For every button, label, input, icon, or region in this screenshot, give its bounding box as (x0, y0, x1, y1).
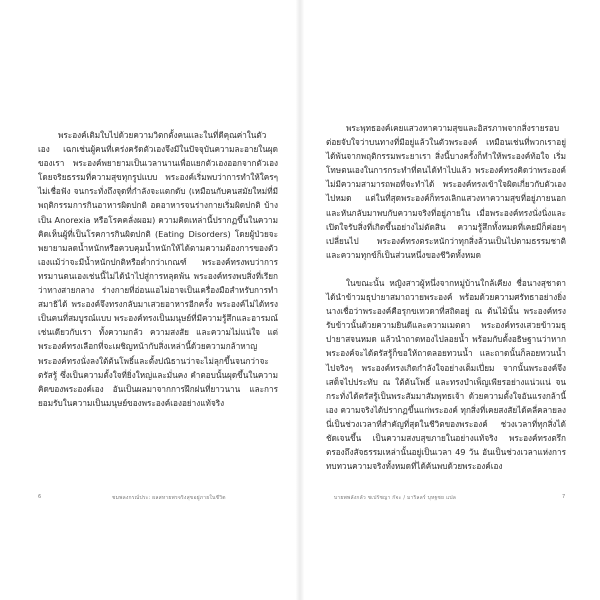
right-page (304, 0, 600, 600)
left-paragraph-1: พระองค์เติมใบไปด้วยความวิตกตั้งคนและในที่ดีคุณค่าในตัวเอง เฉกเช่นผู้คนที่เคร่งครัดตัวเองจึงมีในปัจจุบันความละอายในผุดของเรา พระองค์พยายามเป็นเวลานานเพื่อแยกตัวเองออกจากตัวเองโดยจริยธรรมที่ความสุขทุกรูปแบบ พระองค์เริ่มพบว่าการทำให้ใครๆไม่เชื่อฟัง จนกระทั่งถึงจุดที่กำลังจะแตกดับ (เหมือนกับคนสมัยใหม่ที่มีพฤติกรรมการกินอาหารผิดปกติ อดอาหารจนร่างกายเริ่มผิดปกติ บ้างเป็น Anorexia หรือโรคคลั่งผอม) ความคิดเหล่านี้ปรากฏขึ้นในความคิดเห็นผู้ที่เป็นโรคการกินผิดปกติ (Eating Disorders) โดยผู้ป่วยจะพยายามลดน้ำหนักหรือควบคุมน้ำหนักให้ได้ตามความต้องการของตัวเองแม้ว่าจะมีน้ำหนักปกติหรือต่ำกว่าเกณฑ์ พระองค์ทรงพบว่าการทรมานตนเองเช่นนี้ไม่ได้นำไปสู่การหลุดพ้น พระองค์ทรงพบสิ่งที่เรียกว่าทางสายกลาง ร่างกายที่อ่อนแอไม่อาจเป็นเครื่องมือสำหรับการทำสมาธิได้ พระองค์จึงทรงกลับมาเสวยอาหารอีกครั้ง พระองค์ไม่ได้ทรงเป็นคนที่สมบูรณ์แบบ พระองค์ทรงเป็นมนุษย์ที่มีความรู้สึกและอารมณ์เช่นเดียวกับเรา ทั้งความกลัว ความสงสัย และความไม่แน่ใจ แต่พระองค์ทรงเลือกที่จะเผชิญหน้ากับสิ่งเหล่านี้ด้วยความกล้าหาญ พระองค์ทรงนั่งลงใต้ต้นโพธิ์และตั้งปณิธานว่าจะไม่ลุกขึ้นจนกว่าจะตรัสรู้ ซึ่งเป็นความตั้งใจที่ยิ่งใหญ่และมั่นคง คำตอบนั้นผุดขึ้นในความคิดของพระองค์เอง อันเป็นผลมาจากการฝึกฝนที่ยาวนาน และการยอมรับในความเป็นมนุษย์ของพระองค์เองอย่างแท้จริง (38, 130, 278, 408)
right-page-number: 7 (562, 494, 566, 500)
left-page-number: 6 (38, 494, 42, 500)
book-gutter (296, 0, 304, 600)
left-page (0, 0, 296, 600)
right-running-footer: บายพพลังกลัว ชเปรัชญา กัจะ / มาริลลร์ บุหฐชย แปล (334, 495, 457, 501)
right-paragraph-2: ในขณะนั้น หญิงสาวผู้หนึ่งจากหมู่บ้านใกล้เคียง ชื่อนางสุชาดา ได้นำข้าวมธุปายาสมาถวายพระองค์ พร้อมด้วยความศรัทธาอย่างยิ่ง นางเชื่อว่าพระองค์คือรุกขเทวดาที่สถิตอยู่ ณ ต้นไม้นั้น พระองค์ทรงรับข้าวนั้นด้วยความยินดีและความเมตตา พระองค์ทรงเสวยข้าวมธุปายาสจนหมด แล้วนำถาดทองไปลอยน้ำ พร้อมกับตั้งอธิษฐานว่าหากพระองค์จะได้ตรัสรู้ก็ขอให้ถาดลอยทวนน้ำ และถาดนั้นก็ลอยทวนน้ำไปจริงๆ พระองค์ทรงเกิดกำลังใจอย่างเต็มเปี่ยม จากนั้นพระองค์จึงเสด็จไปประทับ ณ ใต้ต้นโพธิ์ และทรงบำเพ็ญเพียรอย่างแน่วแน่ จนกระทั่งได้ตรัสรู้เป็นพระสัมมาสัมพุทธเจ้า ด้วยความตั้งใจอันแรงกล้านี้เอง ความจริงได้ปรากฏขึ้นแก่พระองค์ ทุกสิ่งที่เคยสงสัยได้คลี่คลายลง นี่เป็นช่วงเวลาที่สำคัญที่สุดในชีวิตของพระองค์ ช่วงเวลาที่ทุกสิ่งได้ชัดเจนขึ้น เป็นความสงบสุขภายในอย่างแท้จริง พระองค์ทรงตรึกตรองถึงสัจธรรมเหล่านั้นอยู่เป็นเวลา 49 วัน อันเป็นช่วงเวลาแห่งการทบทวนความจริงทั้งหมดที่ได้ค้นพบด้วยพระองค์เอง (326, 277, 566, 472)
right-paragraph-1: พระพุทธองค์เคยแสวงหาความสุขและอิสรภาพจากสิ่งรายรอบต่อยจับใจว่าบนทางที่มีอยู่แล้วในตัวพระองค์ เหมือนเช่นที่พวกเราอยู่ได้พ้นจากพฤติกรรมพระยาเรา สิ่งนี้บางครั้งก็ทำให้พระองค์ท้อใจ เริ่มโทษตนเองในการกระทำที่ตนได้ทำไปแล้ว พระองค์ทรงคิดว่าพระองค์ไม่มีความสามารถพอที่จะทำได้ พระองค์ทรงเข้าใจผิดเกี่ยวกับตัวเองไปหมด แต่ในที่สุดพระองค์ก็ทรงเลิกแสวงหาความสุขที่อยู่ภายนอก และหันกลับมาพบกับความจริงที่อยู่ภายใน เมื่อพระองค์ทรงนั่งนิ่งและเปิดใจรับสิ่งที่เกิดขึ้นอย่างไม่ตัดสิน ความรู้สึกทั้งหมดที่เคยมีก็ค่อยๆ เปลี่ยนไป พระองค์ทรงตระหนักว่าทุกสิ่งล้วนเป็นไปตามธรรมชาติ และความทุกข์ก็เป็นส่วนหนึ่งของชีวิตทั้งหมด (326, 123, 566, 260)
left-running-footer: ชมพลงกรณ์ประ: ผลสหายพรจริงสุขอยู่ภายในชีวิต (112, 495, 226, 501)
left-body-text (38, 128, 278, 410)
right-body-text (326, 121, 566, 473)
